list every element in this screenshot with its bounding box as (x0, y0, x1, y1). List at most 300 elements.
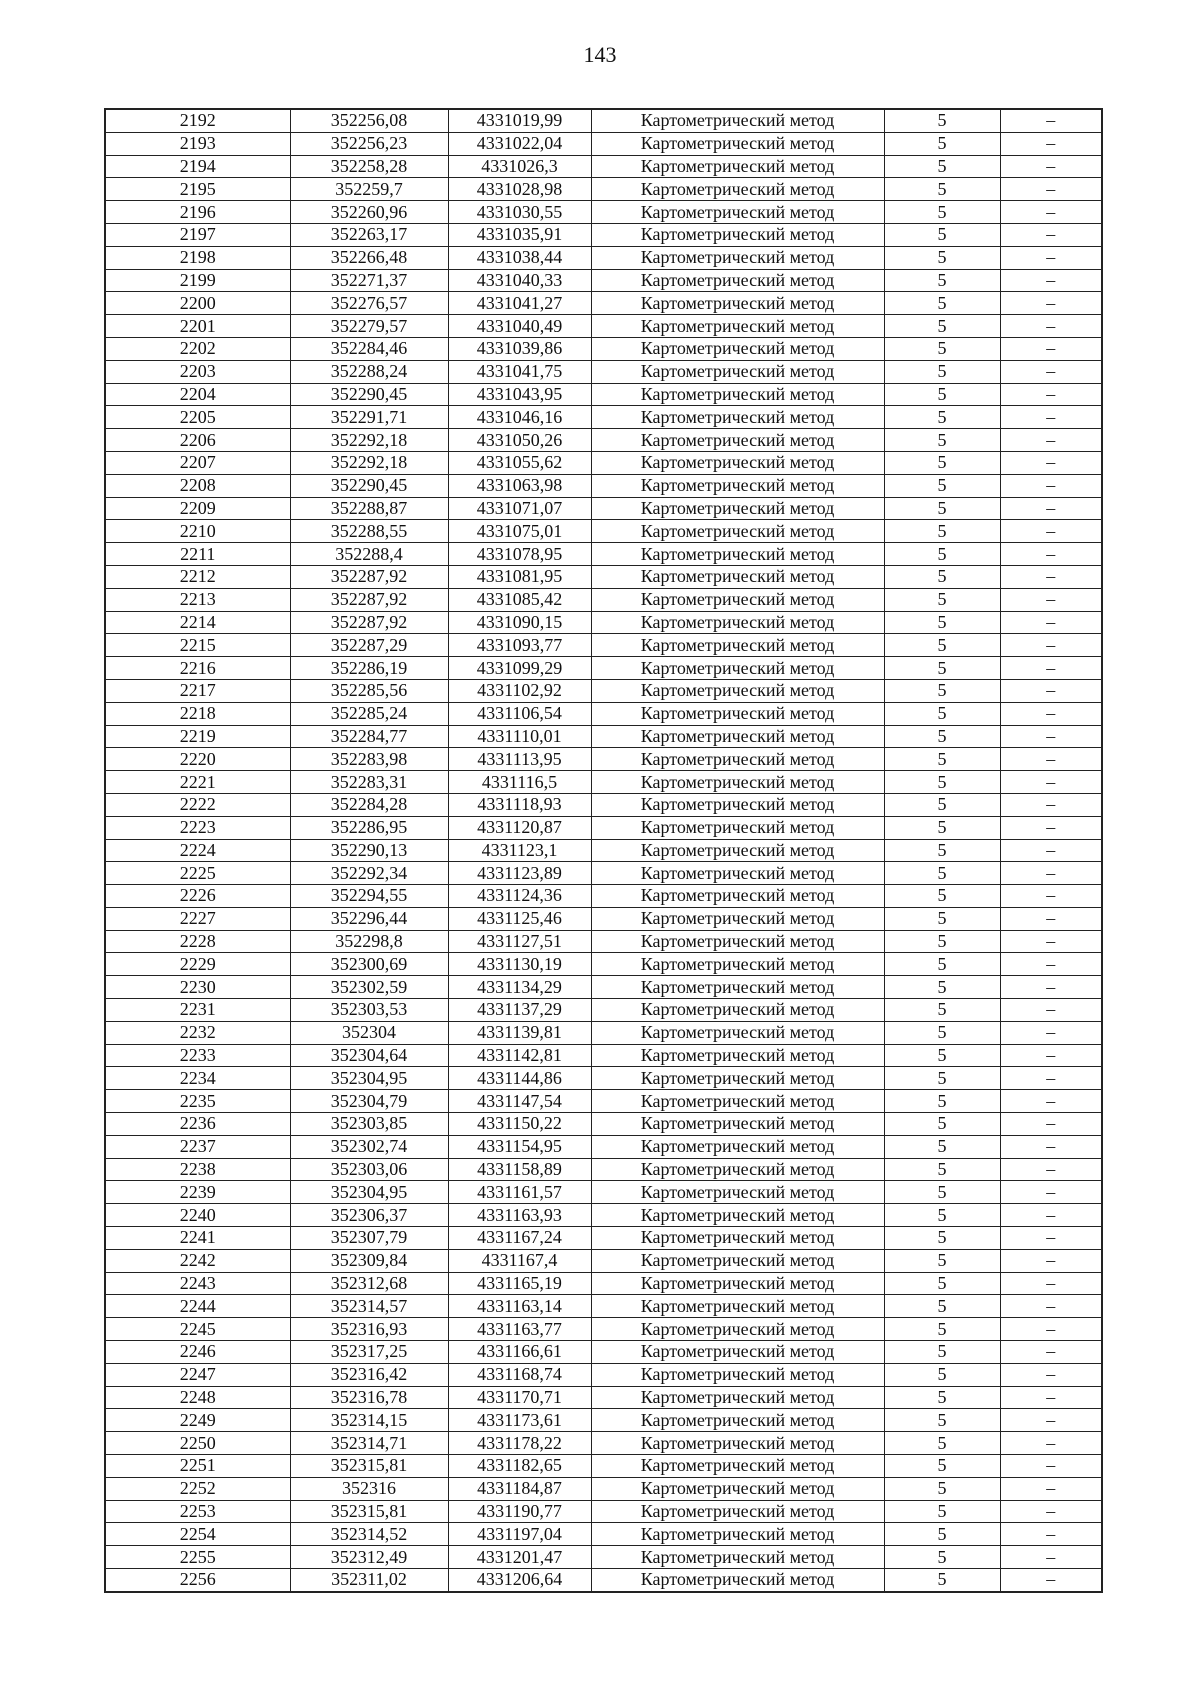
x-coordinate-cell: 352288,87 (290, 497, 448, 520)
method-cell: Картометрический метод (591, 702, 884, 725)
x-coordinate-cell: 352284,46 (290, 337, 448, 360)
table-row (105, 839, 1102, 862)
y-coordinate-cell: 4331071,07 (448, 497, 591, 520)
y-coordinate-cell: 4331039,86 (448, 337, 591, 360)
point-number-cell: 2252 (105, 1477, 290, 1500)
method-cell: Картометрический метод (591, 1523, 884, 1546)
y-coordinate-cell: 4331110,01 (448, 725, 591, 748)
method-cell: Картометрический метод (591, 1455, 884, 1478)
y-coordinate-cell: 4331197,04 (448, 1523, 591, 1546)
point-number-cell: 2200 (105, 292, 290, 315)
point-number-cell: 2253 (105, 1500, 290, 1523)
table-row (105, 976, 1102, 999)
accuracy-cell: 5 (884, 793, 1000, 816)
dash-cell: – (1000, 292, 1102, 315)
dash-cell: – (1000, 771, 1102, 794)
dash-cell: – (1000, 1295, 1102, 1318)
dash-cell: – (1000, 725, 1102, 748)
dash-cell: – (1000, 1363, 1102, 1386)
dash-cell: – (1000, 223, 1102, 246)
point-number-cell: 2221 (105, 771, 290, 794)
y-coordinate-cell: 4331026,3 (448, 155, 591, 178)
y-coordinate-cell: 4331163,14 (448, 1295, 591, 1318)
dash-cell: – (1000, 429, 1102, 452)
y-coordinate-cell: 4331050,26 (448, 429, 591, 452)
dash-cell: – (1000, 1569, 1102, 1592)
dash-cell: – (1000, 748, 1102, 771)
table-row (105, 109, 1102, 132)
point-number-cell: 2250 (105, 1432, 290, 1455)
accuracy-cell: 5 (884, 543, 1000, 566)
point-number-cell: 2197 (105, 223, 290, 246)
point-number-cell: 2199 (105, 269, 290, 292)
method-cell: Картометрический метод (591, 839, 884, 862)
x-coordinate-cell: 352304,95 (290, 1067, 448, 1090)
method-cell: Картометрический метод (591, 862, 884, 885)
accuracy-cell: 5 (884, 178, 1000, 201)
point-number-cell: 2249 (105, 1409, 290, 1432)
accuracy-cell: 5 (884, 634, 1000, 657)
x-coordinate-cell: 352286,95 (290, 816, 448, 839)
point-number-cell: 2242 (105, 1249, 290, 1272)
dash-cell: – (1000, 657, 1102, 680)
accuracy-cell: 5 (884, 201, 1000, 224)
dash-cell: – (1000, 816, 1102, 839)
table-row (105, 1409, 1102, 1432)
dash-cell: – (1000, 1044, 1102, 1067)
x-coordinate-cell: 352259,7 (290, 178, 448, 201)
x-coordinate-cell: 352307,79 (290, 1227, 448, 1250)
dash-cell: – (1000, 1227, 1102, 1250)
dash-cell: – (1000, 1181, 1102, 1204)
table-row (105, 292, 1102, 315)
point-number-cell: 2211 (105, 543, 290, 566)
point-number-cell: 2201 (105, 315, 290, 338)
y-coordinate-cell: 4331139,81 (448, 1021, 591, 1044)
point-number-cell: 2255 (105, 1546, 290, 1569)
table-row (105, 862, 1102, 885)
method-cell: Картометрический метод (591, 1181, 884, 1204)
accuracy-cell: 5 (884, 1523, 1000, 1546)
x-coordinate-cell: 352285,56 (290, 679, 448, 702)
table-row (105, 702, 1102, 725)
point-number-cell: 2213 (105, 588, 290, 611)
point-number-cell: 2222 (105, 793, 290, 816)
dash-cell: – (1000, 793, 1102, 816)
table-row (105, 657, 1102, 680)
x-coordinate-cell: 352276,57 (290, 292, 448, 315)
table-row (105, 520, 1102, 543)
y-coordinate-cell: 4331043,95 (448, 383, 591, 406)
x-coordinate-cell: 352312,49 (290, 1546, 448, 1569)
point-number-cell: 2248 (105, 1386, 290, 1409)
x-coordinate-cell: 352314,71 (290, 1432, 448, 1455)
point-number-cell: 2228 (105, 930, 290, 953)
y-coordinate-cell: 4331167,24 (448, 1227, 591, 1250)
y-coordinate-cell: 4331120,87 (448, 816, 591, 839)
accuracy-cell: 5 (884, 1318, 1000, 1341)
x-coordinate-cell: 352296,44 (290, 907, 448, 930)
point-number-cell: 2229 (105, 953, 290, 976)
method-cell: Картометрический метод (591, 1158, 884, 1181)
y-coordinate-cell: 4331118,93 (448, 793, 591, 816)
table-row (105, 155, 1102, 178)
x-coordinate-cell: 352284,77 (290, 725, 448, 748)
accuracy-cell: 5 (884, 520, 1000, 543)
x-coordinate-cell: 352286,19 (290, 657, 448, 680)
x-coordinate-cell: 352266,48 (290, 246, 448, 269)
point-number-cell: 2238 (105, 1158, 290, 1181)
accuracy-cell: 5 (884, 1090, 1000, 1113)
y-coordinate-cell: 4331030,55 (448, 201, 591, 224)
table-row (105, 816, 1102, 839)
y-coordinate-cell: 4331134,29 (448, 976, 591, 999)
point-number-cell: 2244 (105, 1295, 290, 1318)
point-number-cell: 2241 (105, 1227, 290, 1250)
x-coordinate-cell: 352302,74 (290, 1135, 448, 1158)
dash-cell: – (1000, 269, 1102, 292)
dash-cell: – (1000, 246, 1102, 269)
point-number-cell: 2210 (105, 520, 290, 543)
accuracy-cell: 5 (884, 360, 1000, 383)
point-number-cell: 2251 (105, 1455, 290, 1478)
method-cell: Картометрический метод (591, 565, 884, 588)
table-row (105, 246, 1102, 269)
method-cell: Картометрический метод (591, 543, 884, 566)
x-coordinate-cell: 352290,45 (290, 383, 448, 406)
y-coordinate-cell: 4331102,92 (448, 679, 591, 702)
dash-cell: – (1000, 1500, 1102, 1523)
x-coordinate-cell: 352292,34 (290, 862, 448, 885)
dash-cell: – (1000, 885, 1102, 908)
x-coordinate-cell: 352294,55 (290, 885, 448, 908)
method-cell: Картометрический метод (591, 223, 884, 246)
method-cell: Картометрический метод (591, 611, 884, 634)
point-number-cell: 2225 (105, 862, 290, 885)
point-number-cell: 2239 (105, 1181, 290, 1204)
y-coordinate-cell: 4331041,27 (448, 292, 591, 315)
dash-cell: – (1000, 406, 1102, 429)
x-coordinate-cell: 352306,37 (290, 1204, 448, 1227)
dash-cell: – (1000, 862, 1102, 885)
x-coordinate-cell: 352283,31 (290, 771, 448, 794)
point-number-cell: 2224 (105, 839, 290, 862)
x-coordinate-cell: 352287,92 (290, 588, 448, 611)
y-coordinate-cell: 4331163,77 (448, 1318, 591, 1341)
point-number-cell: 2219 (105, 725, 290, 748)
table-row (105, 383, 1102, 406)
table-row (105, 1523, 1102, 1546)
method-cell: Картометрический метод (591, 109, 884, 132)
accuracy-cell: 5 (884, 1546, 1000, 1569)
point-number-cell: 2196 (105, 201, 290, 224)
method-cell: Картометрический метод (591, 1090, 884, 1113)
x-coordinate-cell: 352314,57 (290, 1295, 448, 1318)
x-coordinate-cell: 352288,24 (290, 360, 448, 383)
accuracy-cell: 5 (884, 1455, 1000, 1478)
dash-cell: – (1000, 634, 1102, 657)
x-coordinate-cell: 352315,81 (290, 1500, 448, 1523)
point-number-cell: 2202 (105, 337, 290, 360)
method-cell: Картометрический метод (591, 1546, 884, 1569)
accuracy-cell: 5 (884, 292, 1000, 315)
accuracy-cell: 5 (884, 1044, 1000, 1067)
method-cell: Картометрический метод (591, 1295, 884, 1318)
accuracy-cell: 5 (884, 1386, 1000, 1409)
method-cell: Картометрический метод (591, 406, 884, 429)
accuracy-cell: 5 (884, 497, 1000, 520)
method-cell: Картометрический метод (591, 725, 884, 748)
table-row (105, 497, 1102, 520)
table-row (105, 337, 1102, 360)
dash-cell: – (1000, 1090, 1102, 1113)
table-row (105, 132, 1102, 155)
x-coordinate-cell: 352290,45 (290, 474, 448, 497)
y-coordinate-cell: 4331201,47 (448, 1546, 591, 1569)
accuracy-cell: 5 (884, 702, 1000, 725)
accuracy-cell: 5 (884, 246, 1000, 269)
x-coordinate-cell: 352287,92 (290, 565, 448, 588)
point-number-cell: 2195 (105, 178, 290, 201)
method-cell: Картометрический метод (591, 816, 884, 839)
method-cell: Картометрический метод (591, 1227, 884, 1250)
x-coordinate-cell: 352303,85 (290, 1113, 448, 1136)
table-row (105, 953, 1102, 976)
dash-cell: – (1000, 360, 1102, 383)
accuracy-cell: 5 (884, 748, 1000, 771)
point-number-cell: 2232 (105, 1021, 290, 1044)
dash-cell: – (1000, 474, 1102, 497)
dash-cell: – (1000, 1113, 1102, 1136)
table-row (105, 543, 1102, 566)
dash-cell: – (1000, 1021, 1102, 1044)
accuracy-cell: 5 (884, 679, 1000, 702)
accuracy-cell: 5 (884, 999, 1000, 1022)
method-cell: Картометрический метод (591, 383, 884, 406)
accuracy-cell: 5 (884, 930, 1000, 953)
point-number-cell: 2214 (105, 611, 290, 634)
y-coordinate-cell: 4331055,62 (448, 451, 591, 474)
method-cell: Картометрический метод (591, 771, 884, 794)
y-coordinate-cell: 4331078,95 (448, 543, 591, 566)
dash-cell: – (1000, 1432, 1102, 1455)
dash-cell: – (1000, 611, 1102, 634)
point-number-cell: 2226 (105, 885, 290, 908)
method-cell: Картометрический метод (591, 1341, 884, 1364)
x-coordinate-cell: 352300,69 (290, 953, 448, 976)
accuracy-cell: 5 (884, 132, 1000, 155)
dash-cell: – (1000, 976, 1102, 999)
method-cell: Картометрический метод (591, 1204, 884, 1227)
y-coordinate-cell: 4331041,75 (448, 360, 591, 383)
y-coordinate-cell: 4331127,51 (448, 930, 591, 953)
accuracy-cell: 5 (884, 429, 1000, 452)
x-coordinate-cell: 352316,42 (290, 1363, 448, 1386)
table-row (105, 1341, 1102, 1364)
coordinates-table-body (105, 109, 1102, 1592)
accuracy-cell: 5 (884, 223, 1000, 246)
method-cell: Картометрический метод (591, 1363, 884, 1386)
point-number-cell: 2231 (105, 999, 290, 1022)
table-row (105, 1021, 1102, 1044)
point-number-cell: 2203 (105, 360, 290, 383)
dash-cell: – (1000, 315, 1102, 338)
accuracy-cell: 5 (884, 725, 1000, 748)
method-cell: Картометрический метод (591, 953, 884, 976)
dash-cell: – (1000, 953, 1102, 976)
point-number-cell: 2245 (105, 1318, 290, 1341)
y-coordinate-cell: 4331040,33 (448, 269, 591, 292)
x-coordinate-cell: 352263,17 (290, 223, 448, 246)
method-cell: Картометрический метод (591, 292, 884, 315)
accuracy-cell: 5 (884, 406, 1000, 429)
y-coordinate-cell: 4331093,77 (448, 634, 591, 657)
x-coordinate-cell: 352316,78 (290, 1386, 448, 1409)
table-row (105, 1500, 1102, 1523)
table-row (105, 1044, 1102, 1067)
method-cell: Картометрический метод (591, 429, 884, 452)
x-coordinate-cell: 352317,25 (290, 1341, 448, 1364)
accuracy-cell: 5 (884, 1272, 1000, 1295)
method-cell: Картометрический метод (591, 748, 884, 771)
method-cell: Картометрический метод (591, 634, 884, 657)
point-number-cell: 2215 (105, 634, 290, 657)
point-number-cell: 2192 (105, 109, 290, 132)
point-number-cell: 2208 (105, 474, 290, 497)
table-row (105, 885, 1102, 908)
accuracy-cell: 5 (884, 1021, 1000, 1044)
method-cell: Картометрический метод (591, 315, 884, 338)
point-number-cell: 2234 (105, 1067, 290, 1090)
dash-cell: – (1000, 1477, 1102, 1500)
method-cell: Картометрический метод (591, 793, 884, 816)
x-coordinate-cell: 352292,18 (290, 429, 448, 452)
method-cell: Картометрический метод (591, 451, 884, 474)
method-cell: Картометрический метод (591, 360, 884, 383)
x-coordinate-cell: 352304,64 (290, 1044, 448, 1067)
table-row (105, 1295, 1102, 1318)
method-cell: Картометрический метод (591, 178, 884, 201)
y-coordinate-cell: 4331081,95 (448, 565, 591, 588)
dash-cell: – (1000, 201, 1102, 224)
y-coordinate-cell: 4331130,19 (448, 953, 591, 976)
method-cell: Картометрический метод (591, 474, 884, 497)
x-coordinate-cell: 352303,53 (290, 999, 448, 1022)
table-row (105, 748, 1102, 771)
table-row (105, 1272, 1102, 1295)
table-row (105, 565, 1102, 588)
table-row (105, 1249, 1102, 1272)
method-cell: Картометрический метод (591, 1272, 884, 1295)
accuracy-cell: 5 (884, 1569, 1000, 1592)
method-cell: Картометрический метод (591, 497, 884, 520)
accuracy-cell: 5 (884, 1500, 1000, 1523)
dash-cell: – (1000, 132, 1102, 155)
method-cell: Картометрический метод (591, 1386, 884, 1409)
accuracy-cell: 5 (884, 315, 1000, 338)
dash-cell: – (1000, 497, 1102, 520)
table-row (105, 1432, 1102, 1455)
method-cell: Картометрический метод (591, 1113, 884, 1136)
x-coordinate-cell: 352314,52 (290, 1523, 448, 1546)
method-cell: Картометрический метод (591, 201, 884, 224)
y-coordinate-cell: 4331144,86 (448, 1067, 591, 1090)
table-row (105, 429, 1102, 452)
y-coordinate-cell: 4331035,91 (448, 223, 591, 246)
method-cell: Картометрический метод (591, 1569, 884, 1592)
dash-cell: – (1000, 1272, 1102, 1295)
x-coordinate-cell: 352256,08 (290, 109, 448, 132)
accuracy-cell: 5 (884, 1432, 1000, 1455)
x-coordinate-cell: 352312,68 (290, 1272, 448, 1295)
table-row (105, 315, 1102, 338)
y-coordinate-cell: 4331190,77 (448, 1500, 591, 1523)
y-coordinate-cell: 4331124,36 (448, 885, 591, 908)
method-cell: Картометрический метод (591, 1409, 884, 1432)
point-number-cell: 2220 (105, 748, 290, 771)
dash-cell: – (1000, 1409, 1102, 1432)
x-coordinate-cell: 352288,4 (290, 543, 448, 566)
x-coordinate-cell: 352304 (290, 1021, 448, 1044)
x-coordinate-cell: 352304,95 (290, 1181, 448, 1204)
accuracy-cell: 5 (884, 565, 1000, 588)
method-cell: Картометрический метод (591, 337, 884, 360)
y-coordinate-cell: 4331019,99 (448, 109, 591, 132)
point-number-cell: 2207 (105, 451, 290, 474)
y-coordinate-cell: 4331099,29 (448, 657, 591, 680)
accuracy-cell: 5 (884, 885, 1000, 908)
point-number-cell: 2194 (105, 155, 290, 178)
y-coordinate-cell: 4331170,71 (448, 1386, 591, 1409)
accuracy-cell: 5 (884, 1363, 1000, 1386)
table-row (105, 999, 1102, 1022)
y-coordinate-cell: 4331040,49 (448, 315, 591, 338)
table-row (105, 1181, 1102, 1204)
accuracy-cell: 5 (884, 109, 1000, 132)
accuracy-cell: 5 (884, 383, 1000, 406)
table-row (105, 1204, 1102, 1227)
table-row (105, 1386, 1102, 1409)
x-coordinate-cell: 352303,06 (290, 1158, 448, 1181)
dash-cell: – (1000, 520, 1102, 543)
point-number-cell: 2206 (105, 429, 290, 452)
dash-cell: – (1000, 1546, 1102, 1569)
y-coordinate-cell: 4331154,95 (448, 1135, 591, 1158)
dash-cell: – (1000, 155, 1102, 178)
point-number-cell: 2233 (105, 1044, 290, 1067)
table-row (105, 611, 1102, 634)
table-row (105, 451, 1102, 474)
table-row (105, 588, 1102, 611)
y-coordinate-cell: 4331046,16 (448, 406, 591, 429)
table-row (105, 1135, 1102, 1158)
y-coordinate-cell: 4331178,22 (448, 1432, 591, 1455)
y-coordinate-cell: 4331137,29 (448, 999, 591, 1022)
dash-cell: – (1000, 839, 1102, 862)
table-row (105, 930, 1102, 953)
method-cell: Картометрический метод (591, 657, 884, 680)
table-row (105, 178, 1102, 201)
y-coordinate-cell: 4331063,98 (448, 474, 591, 497)
table-row (105, 679, 1102, 702)
y-coordinate-cell: 4331123,89 (448, 862, 591, 885)
table-row (105, 793, 1102, 816)
point-number-cell: 2217 (105, 679, 290, 702)
point-number-cell: 2212 (105, 565, 290, 588)
y-coordinate-cell: 4331166,61 (448, 1341, 591, 1364)
dash-cell: – (1000, 907, 1102, 930)
x-coordinate-cell: 352260,96 (290, 201, 448, 224)
